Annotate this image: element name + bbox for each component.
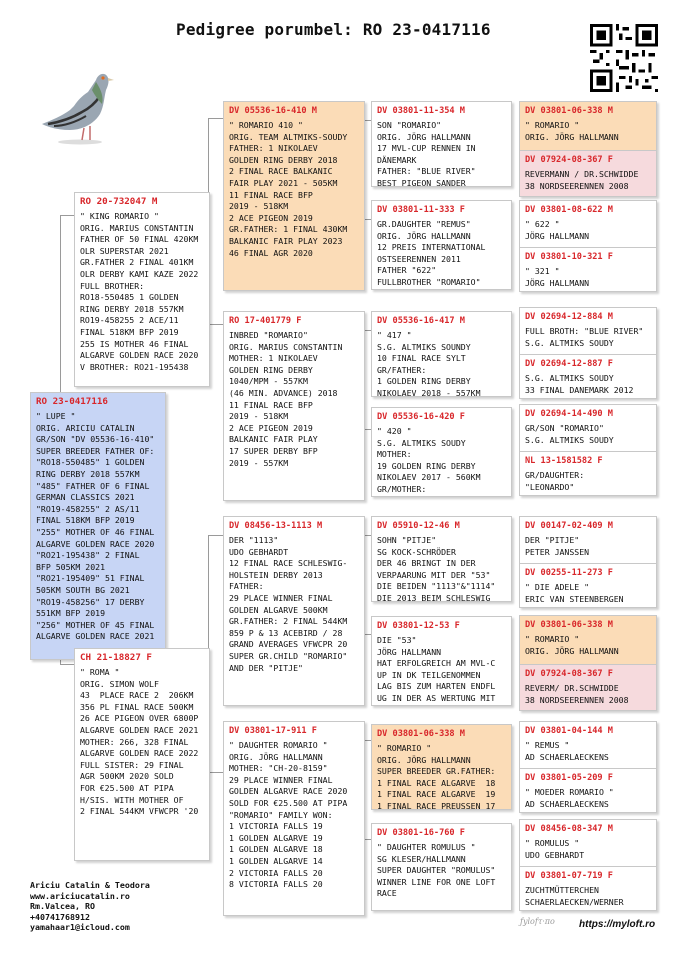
breeder-city: Rm.Valcea, RO (30, 901, 95, 911)
gen3-card-2[interactable] (371, 200, 512, 290)
gen4-text-1: " ROMARIO " ORIG. JÖRG HALLMANN (525, 120, 619, 142)
gen4-card-10[interactable] (520, 563, 656, 608)
page-title: Pedigree porumbel: RO 23-0417116 (176, 20, 491, 39)
gen4-pair-5 (519, 516, 657, 608)
gen3-text-4: " 420 " S.G. ALTMIKS SOUDY MOTHER: 19 GOLDEN RING DERBY NIKOLAEV 2017 - 560KM GR/MOTHER: (377, 426, 481, 494)
gen4-ring-3: DV 03801-08-622 M (525, 205, 613, 215)
gen4-text-4: " 321 " JÖRG HALLMANN (525, 266, 590, 288)
gen4-pair-1 (519, 101, 657, 197)
gen4-card-5[interactable] (520, 308, 656, 354)
gen3-ring-5: DV 05910-12-46 M (377, 521, 460, 531)
gen4-ring-4: DV 03801-10-321 F (525, 252, 613, 262)
gen3-text-2: GR.DAUGHTER "REMUS" ORIG. JÖRG HALLMANN 12 PREIS INTERNATIONAL OSTSEERENNEN 2011 FATHER "622" FULLBROTHER "ROMARIO" (377, 219, 486, 287)
gen4-ring-13: DV 03801-04-144 M (525, 726, 613, 736)
gen4-pair-8 (519, 819, 657, 911)
gen4-ring-14: DV 03801-05-209 F (525, 773, 613, 783)
subject-text: " LUPE " ORIG. ARICIU CATALIN GR/SON "DV 05536-16-410" SUPER BREEDER FATHER OF: "RO18-550485" 1 GOLDEN RING DERBY 2018 557KM "485" FATHER OF 6 FINAL GERMAN CLASSICS 2021 "RO19-458255" 2 AS/11 FINAL 518KM BFP 2019 "255" MOTHER OF 46 FINAL ALGARVE GOLDEN RACE 2020 "RO21-195438" 2 FINAL BFP 505KM 2021 "RO21-195409" 51 FINAL 505KM SOUTH BG 2021 "RO19-458256" 17 DERBY 551KM BFP 2019 "256" MOTHER OF 45 FINAL ALGARVE GOLDEN RACE 2021 (36, 411, 155, 642)
gen4-ring-10: DV 00255-11-273 F (525, 568, 613, 578)
dam-ring: CH 21-18827 F (80, 652, 152, 663)
subject-card[interactable] (30, 392, 166, 660)
subject-ring: RO 23-0417116 (36, 396, 108, 407)
gen4-text-2: REVERMANN / DR.SCHWIDDE 38 NORDSEERENNEN 2008 (525, 169, 639, 191)
dam-text: " ROMA " ORIG. SIMON WOLF 43 PLACE RACE 2 206KM 356 PL FINAL RACE 500KM 26 ACE PIGEON OVER 6800P ALGARVE GOLDEN RACE 2021 MOTHER: 266, 328 FINAL ALGARVE GOLDEN RACE 2022 FULL SISTER: 29 FINAL AGR 500KM 2020 SOLD FOR €25.500 AT PIPA H/SIS. WITH MOTHER OF 2 FINAL 544KM VFWCPR '20 (80, 667, 199, 817)
gen4-text-8: GR/DAUGHTER: "LEONARDO" (525, 470, 585, 492)
gen4-pair-4 (519, 404, 657, 496)
gen4-card-8[interactable] (520, 451, 656, 496)
gen4-ring-12: DV 07924-08-367 F (525, 669, 613, 679)
gen2-ring-1: DV 05536-16-410 M (229, 106, 317, 116)
gen2-card-1[interactable] (223, 101, 365, 291)
gen4-text-11: " ROMARIO " ORIG. JÖRG HALLMANN (525, 634, 619, 656)
gen2-ring-2: RO 17-401779 F (229, 316, 302, 326)
sire-card[interactable] (74, 192, 210, 387)
breeder-name: Ariciu Catalin & Teodora (30, 880, 150, 890)
gen4-card-1[interactable] (520, 102, 656, 150)
gen4-text-7: GR/SON "ROMARIO" S.G. ALTMIKS SOUDY (525, 423, 614, 445)
gen3-text-6: DIE "53" JÖRG HALLMANN HAT ERFOLGREICH AM MVL-C UP IN DK TEILGENOMMEN LAG BIS ZUM HARTEN ENDFL UG IN DER AS WERTUNG MIT (377, 635, 496, 703)
breeder-phone[interactable]: +40741768912 (30, 911, 90, 922)
gen4-text-15: " ROMULUS " UDO GEBHARDT (525, 838, 585, 860)
qr-code-icon[interactable] (590, 24, 658, 92)
gen3-text-3: " 417 " S.G. ALTMIKS SOUNDY 10 FINAL RACE SYLT GR/FATHER: 1 GOLDEN RING DERBY NIKOLAEV 2018 - 557KM (377, 330, 481, 397)
gen4-pair-7 (519, 721, 657, 813)
gen3-ring-7: DV 03801-06-338 M (377, 729, 465, 739)
breeder-contact (30, 880, 150, 933)
gen3-text-7: " ROMARIO " ORIG. JÖRG HALLMANN SUPER BREEDER GR.FATHER: 1 FINAL RACE ALGARVE 18 1 FINAL RACE ALGARVE 19 1 FINAL RACE PREUSSEN 17 (377, 743, 496, 810)
gen4-card-6[interactable] (520, 354, 656, 399)
gen4-pair-6 (519, 615, 657, 711)
gen4-ring-11: DV 03801-06-338 M (525, 620, 613, 630)
breeder-email[interactable]: yamahaar1@icloud.com (30, 922, 130, 932)
gen2-text-2: INBRED "ROMARIO" ORIG. MARIUS CONSTANTIN MOTHER: 1 NIKOLAEV GOLDEN RING DERBY 1040/MPM - 557KM (46 MIN. ADVANCE) 2018 11 FINAL RACE BFP 2019 - 518KM 2 ACE PIGEON 2019 BALKANIC FAIR PLAY 17 SUPER DERBY BFP 2019 - 557KM (229, 330, 343, 468)
gen4-ring-1: DV 03801-06-338 M (525, 106, 613, 116)
connector-gen1-bottom (208, 535, 223, 773)
gen4-text-9: DER "PITJE" PETER JANSSEN (525, 535, 590, 557)
gen3-card-8[interactable] (371, 823, 512, 911)
gen4-card-4[interactable] (520, 247, 656, 292)
gen4-card-15[interactable] (520, 820, 656, 866)
gen3-text-5: SOHN "PITJE" SG KOCK-SCHRÖDER DER 46 BRINGT IN DER VERPAARUNG MIT DER "53" DIE BEIDEN "1113"&"1114" DIE 2013 BEIM SCHLESWIG (377, 535, 496, 602)
gen3-text-8: " DAUGHTER ROMULUS " SG KLESER/HALLMANN SUPER DAUGHTER "ROMULUS" WINNER LINE FOR ONE LOFT RACE (377, 842, 496, 899)
gen2-card-4[interactable] (223, 721, 365, 916)
gen3-card-7[interactable] (371, 724, 512, 810)
gen3-card-6[interactable] (371, 616, 512, 706)
gen4-card-2[interactable] (520, 150, 656, 197)
gen3-ring-2: DV 03801-11-333 F (377, 205, 465, 215)
gen3-card-4[interactable] (371, 407, 512, 497)
gen4-text-14: " MOEDER ROMARIO " AD SCHAERLAECKENS (525, 787, 614, 809)
gen3-card-5[interactable] (371, 516, 512, 602)
gen4-card-16[interactable] (520, 866, 656, 911)
gen4-ring-6: DV 02694-12-887 F (525, 359, 613, 369)
gen4-card-14[interactable] (520, 768, 656, 813)
gen4-ring-2: DV 07924-08-367 F (525, 155, 613, 165)
gen4-card-13[interactable] (520, 722, 656, 768)
gen4-text-10: " DIE ADELE " ERIC VAN STEENBERGEN (525, 582, 624, 604)
gen4-text-13: " REMUS " AD SCHAERLAECKENS (525, 740, 609, 762)
gen4-text-6: S.G. ALTMIKS SOUDY 33 FINAL DANEMARK 2012 (525, 373, 634, 395)
gen4-text-16: ZUCHTMÜTTERCHEN SCHAERLAECKEN/WERNER (525, 885, 624, 907)
gen2-card-3[interactable] (223, 516, 365, 706)
gen2-ring-3: DV 08456-13-1113 M (229, 521, 323, 531)
gen3-ring-8: DV 03801-16-760 F (377, 828, 465, 838)
gen4-ring-8: NL 13-1581582 F (525, 456, 603, 466)
gen3-ring-3: DV 05536-16-417 M (377, 316, 465, 326)
gen4-card-9[interactable] (520, 517, 656, 563)
gen3-card-3[interactable] (371, 311, 512, 397)
gen4-ring-5: DV 02694-12-884 M (525, 312, 613, 322)
gen4-card-12[interactable] (520, 664, 656, 711)
gen3-text-1: SON "ROMARIO" ORIG. JÖRG HALLMANN 17 MVL-CUP RENNEN IN DÄNEMARK FATHER: "BLUE RIVER" BEST PIGEON SANDER (377, 120, 476, 187)
gen4-pair-3 (519, 307, 657, 399)
gen4-text-12: REVERM/ DR.SCHWIDDE 38 NORDSEERENNEN 2008 (525, 683, 629, 705)
gen3-ring-4: DV 05536-16-420 F (377, 412, 465, 422)
gen4-text-3: " 622 " JÖRG HALLMANN (525, 219, 590, 241)
dam-card[interactable] (74, 648, 210, 861)
gen3-ring-1: DV 03801-11-354 M (377, 106, 465, 116)
gen4-ring-16: DV 03801-07-719 F (525, 871, 613, 881)
gen2-text-1: " ROMARIO 410 " ORIG. TEAM ALTMIKS-SOUDY FATHER: 1 NIKOLAEV GOLDEN RING DERBY 2018 2 FINAL RACE BALKANIC FAIR PLAY 2021 - 505KM 11 FINAL RACE BFP 2019 - 518KM 2 ACE PIGEON 2019 GR.FATHER: 1 FINAL 430KM BALKANIC FAIR PLAY 2023 46 FINAL AGR 2020 (229, 120, 348, 258)
breeder-website[interactable]: www.ariciucatalin.ro (30, 890, 130, 901)
gen2-text-4: " DAUGHTER ROMARIO " ORIG. JÖRG HALLMANN MOTHER: "CH-20-8159" 29 PLACE WINNER FINAL GOLDEN ALGARVE RACE 2020 SOLD FOR €25.500 AT PIPA "ROMARIO" FAMILY WON: 1 VICTORIA FALLS 19 1 GOLDEN ALGARVE 19 1 GOLDEN ALGARVE 18 1 GOLDEN ALGARVE 14 2 VICTORIA FALLS 20 8 VICTORIA FALLS 20 (229, 740, 348, 890)
gen2-text-3: DER "1113" UDO GEBHARDT 12 FINAL RACE SCHLESWIG- HOLSTEIN DERBY 2013 FATHER: 29 PLACE WINNER FINAL GOLDEN ALGARVE 500KM GR.FATHER: 2 FINAL 544KM 859 P & 13 ACEBIRD / 28 GRAND AVERAGES VFWCPR 20 SUPER GR.CHILD "ROMARIO" AND DER "PITJE" (229, 535, 348, 673)
signature: ƒylofτ·πo (520, 917, 555, 926)
gen4-card-7[interactable] (520, 405, 656, 451)
gen2-ring-4: DV 03801-17-911 F (229, 726, 317, 736)
gen4-ring-7: DV 02694-14-490 M (525, 409, 613, 419)
gen4-pair-2 (519, 200, 657, 292)
connector-gen1-top (208, 118, 223, 325)
gen4-ring-15: DV 08456-08-347 M (525, 824, 613, 834)
gen4-ring-9: DV 00147-02-409 M (525, 521, 613, 531)
gen2-card-2[interactable] (223, 311, 365, 501)
gen3-ring-6: DV 03801-12-53 F (377, 621, 460, 631)
sire-text: " KING ROMARIO " ORIG. MARIUS CONSTANTIN FATHER OF 50 FINAL 420KM OLR SUPERSTAR 2021 GR.FATHER 2 FINAL 401KM OLR DERBY KAMI KAZE 2022 FULL BROTHER: RO18-550485 1 GOLDEN RING DERBY 2018 557KM RO19-458255 2 ACE/11 FINAL 518KM BFP 2019 255 IS MOTHER 46 FINAL ALGARVE GOLDEN RACE 2020 V BROTHER: RO21-195438 (80, 211, 199, 372)
gen4-text-5: FULL BROTH: "BLUE RIVER" S.G. ALTMIKS SOUDY (525, 326, 644, 348)
gen4-card-11[interactable] (520, 616, 656, 664)
gen3-card-1[interactable] (371, 101, 512, 187)
brand-url[interactable]: https://myloft.ro (579, 919, 656, 930)
gen4-card-3[interactable] (520, 201, 656, 247)
sire-ring: RO 20-732047 M (80, 196, 158, 207)
pigeon-photo (34, 60, 124, 150)
